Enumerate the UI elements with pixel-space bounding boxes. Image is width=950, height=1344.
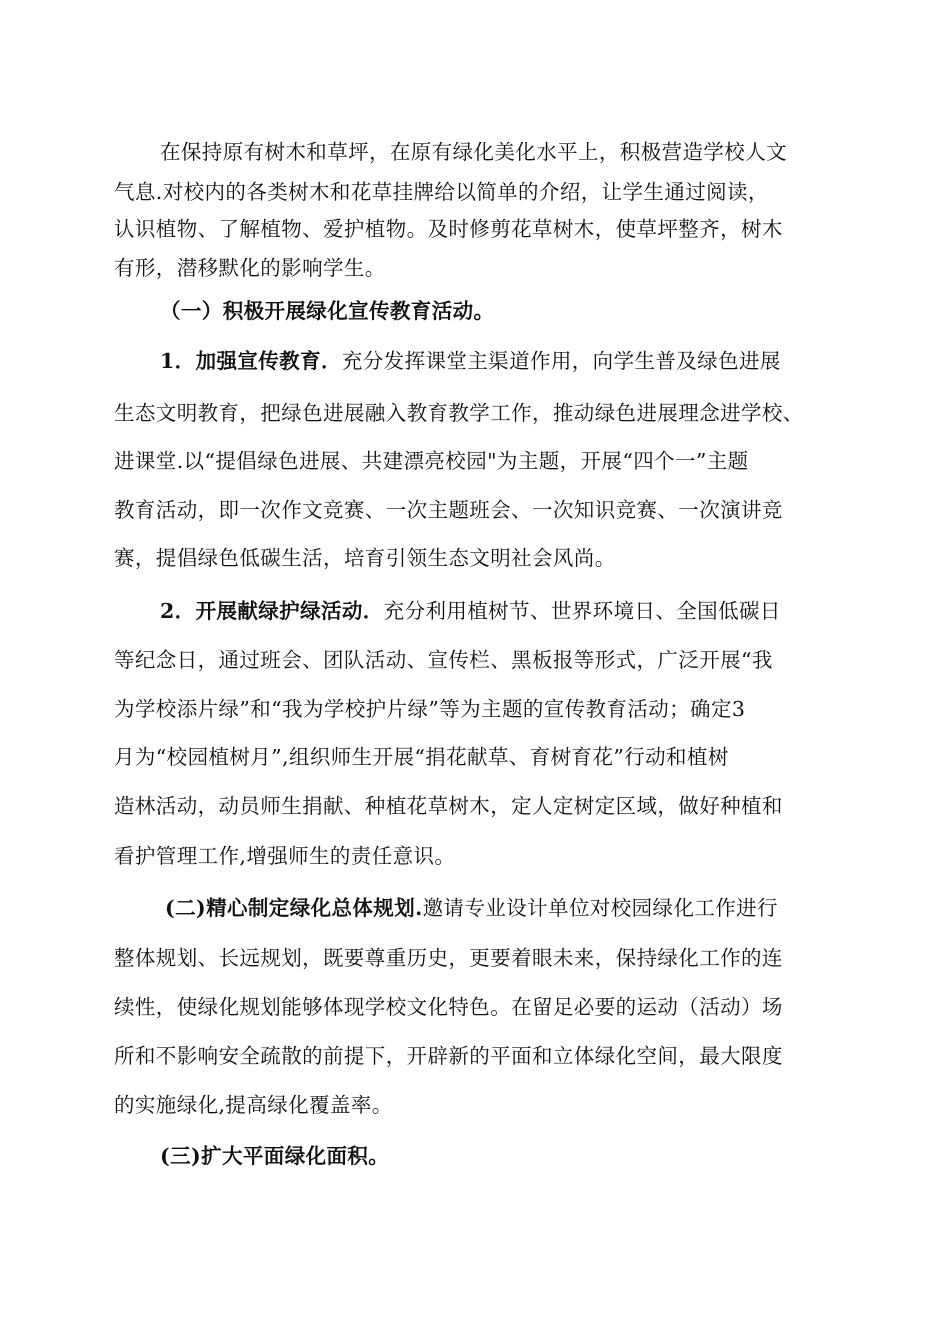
paragraph-3-line-2: 等纪念日，通过班会、团队活动、宣传栏、黑板报等形式，广泛开展“我: [114, 648, 773, 672]
paragraph-1-line-3: 认识植物、了解植物、爱护植物。及时修剪花草树木，使草坪整齐，树木: [114, 217, 783, 241]
paragraph-4-lead: (二)精心制定绿化总体规划.: [165, 896, 423, 920]
paragraph-2-text: 充分发挥课堂主渠道作用，向学生普及绿色进展: [341, 349, 781, 373]
paragraph-3-line-1: [0, 596, 950, 626]
paragraph-3-line-3: 为学校添片绿”和“我为学校护片绿”等为主题的宣传教育活动；确定3: [114, 697, 746, 721]
paragraph-3-lead: 2．开展献绿护绿活动．: [160, 599, 384, 623]
paragraph-3-text: 充分利用植树节、世界环境日、全国低碳日: [383, 599, 781, 623]
paragraph-2-line-3: 进课堂.以“提倡绿色进展、共建漂亮校园"为主题，开展“四个一”主题: [114, 449, 749, 473]
section-heading-3: (三)扩大平面绿化面积。: [160, 1144, 390, 1168]
paragraph-4-line-5: 的实施绿化,提高绿化覆盖率。: [114, 1093, 393, 1117]
paragraph-4-text: 邀请专业设计单位对校园绿化工作进行: [422, 896, 778, 920]
paragraph-3-line-5: 造林活动，动员师生捐献、种植花草树木，定人定树定区域，做好种植和: [114, 794, 783, 818]
section-heading-1: （一）积极开展绿化宣传教育活动。: [160, 299, 495, 323]
paragraph-3-line-4: 月为“校园植树月”,组织师生开展“捐花献草、育树育花”行动和植树: [114, 745, 729, 769]
paragraph-3-line-6: 看护管理工作,增强师生的责任意识。: [114, 844, 456, 868]
paragraph-4-line-2: 整体规划、长远规划，既要尊重历史，更要着眼未来，保持绿化工作的连: [114, 946, 783, 970]
paragraph-2-line-1: [0, 346, 950, 376]
paragraph-1-line-4: 有形，潜移默化的影响学生。: [114, 256, 386, 280]
paragraph-2-line-5: 赛，提倡绿色低碳生活，培育引领生态文明社会风尚。: [114, 546, 616, 570]
paragraph-4-line-4: 所和不影响安全疏散的前提下，开辟新的平面和立体绿化空间，最大限度: [114, 1044, 783, 1068]
paragraph-2-line-2: 生态文明教育，把绿色进展融入教育教学工作，推动绿色进展理念进学校、: [114, 401, 804, 425]
paragraph-2-line-4: 教育活动，即一次作文竞赛、一次主题班会、一次知识竞赛、一次演讲竞: [114, 498, 783, 522]
paragraph-1-line-1: 在保持原有树木和草坪，在原有绿化美化水平上，积极营造学校人文: [160, 140, 787, 164]
paragraph-2-lead: 1．加强宣传教育．: [160, 349, 342, 373]
paragraph-4-line-1: [0, 893, 950, 923]
paragraph-4-line-3: 续性，使绿化规划能够体现学校文化特色。在留足必要的运动（活动）场: [114, 995, 783, 1019]
paragraph-1-line-2: 气息.对校内的各类树木和花草挂牌给以简单的介绍，让学生通过阅读，: [114, 180, 769, 204]
